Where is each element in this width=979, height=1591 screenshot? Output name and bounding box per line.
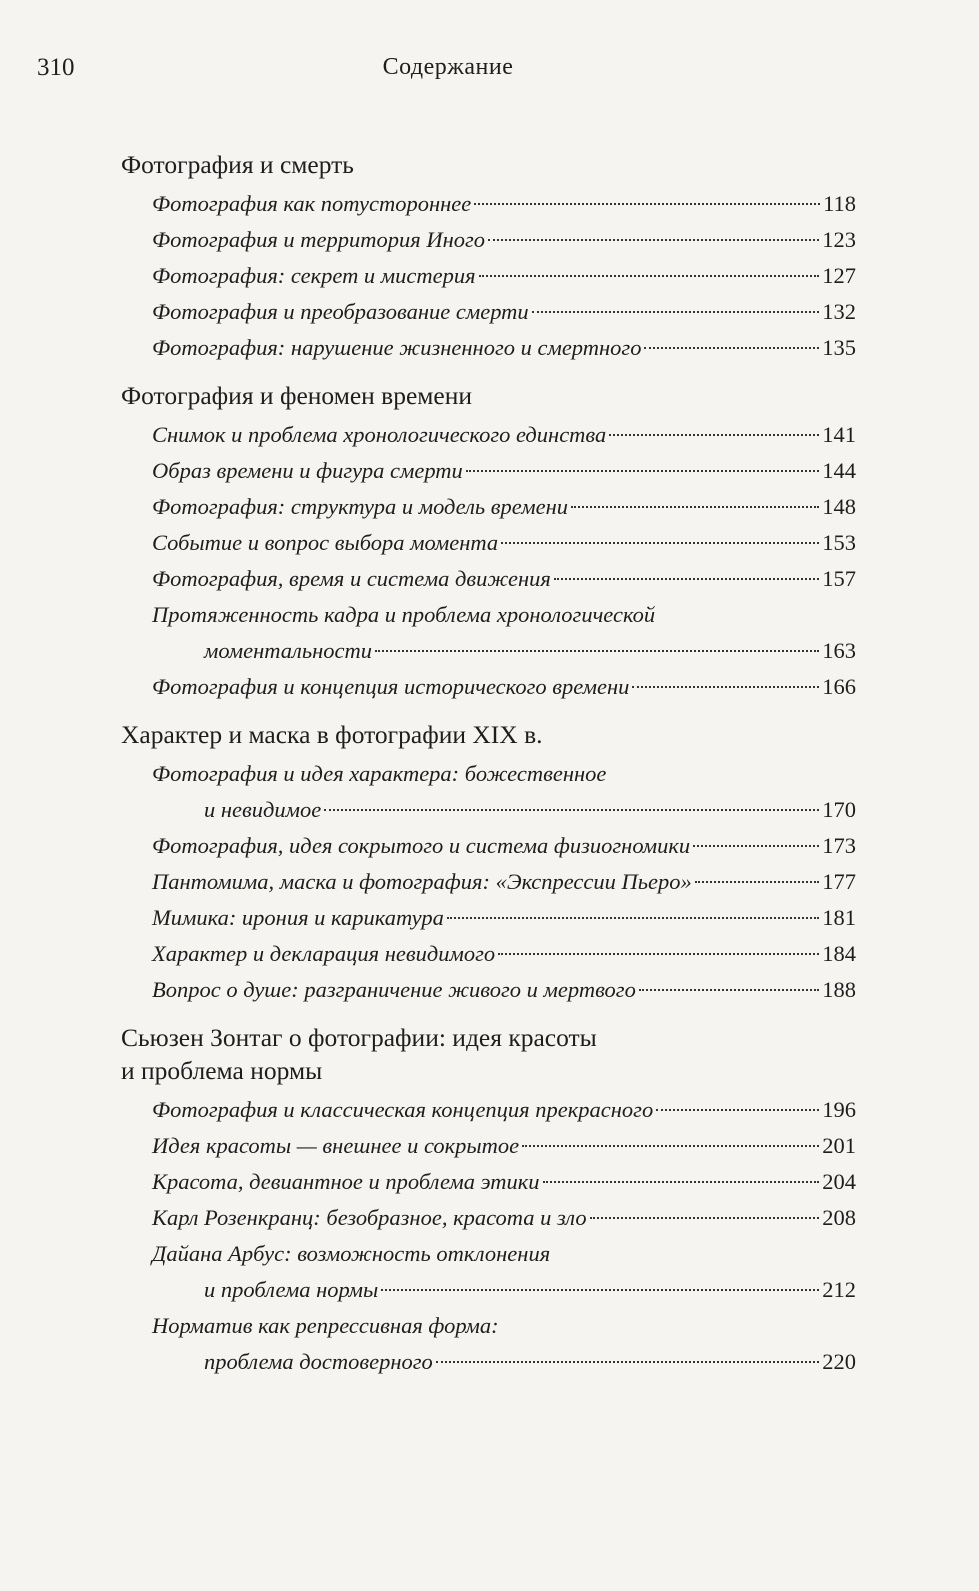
- entry-page-number: 173: [822, 833, 856, 858]
- dot-leader: [695, 881, 820, 883]
- toc-entry[interactable]: [152, 864, 856, 900]
- dot-leader: [656, 1109, 819, 1111]
- entry-title: Фотография и классическая концепция прекрасного: [152, 1097, 654, 1122]
- toc-entry[interactable]: [152, 1308, 856, 1380]
- running-header: [37, 54, 859, 86]
- section-title: [121, 718, 856, 751]
- entry-page-number: 220: [822, 1349, 856, 1374]
- toc-entry[interactable]: [152, 222, 856, 258]
- entry-title: Фотография: структура и модель времени: [152, 494, 568, 519]
- dot-leader: [609, 434, 819, 436]
- entry-title: Событие и вопрос выбора момента: [152, 530, 499, 555]
- toc-entry[interactable]: [152, 525, 856, 561]
- toc-entry[interactable]: [152, 1092, 856, 1128]
- entry-title: Фотография: нарушение жизненного и смертного: [152, 335, 642, 360]
- toc-entry[interactable]: [152, 417, 856, 453]
- entry-title: и проблема нормы: [204, 1277, 379, 1302]
- dot-leader: [466, 470, 819, 472]
- entry-page-number: 141: [822, 422, 856, 447]
- toc-entry[interactable]: [152, 330, 856, 366]
- toc-section: [121, 379, 856, 705]
- entry-page-number: 127: [822, 263, 856, 288]
- toc-entry[interactable]: [152, 972, 856, 1008]
- entry-title: Карл Розенкранц: безобразное, красота и зло: [152, 1205, 587, 1230]
- entry-page-number: 184: [822, 941, 856, 966]
- dot-leader: [479, 275, 820, 277]
- toc-entry[interactable]: [152, 489, 856, 525]
- running-title: Содержание: [382, 54, 514, 80]
- section-title-line: Фотография и феномен времени: [121, 381, 473, 410]
- dot-leader: [375, 650, 819, 652]
- toc-entry[interactable]: [152, 597, 856, 669]
- dot-leader: [474, 203, 820, 205]
- entry-title: Фотография и концепция исторического времени: [152, 674, 630, 699]
- toc-entry[interactable]: [152, 828, 856, 864]
- dot-leader: [571, 506, 819, 508]
- toc-section: [121, 148, 856, 366]
- entry-page-number: 208: [822, 1205, 856, 1230]
- entry-title: Фотография как потустороннее: [152, 191, 472, 216]
- toc-section: [121, 1021, 856, 1380]
- entry-title: моментальности: [204, 638, 372, 663]
- entry-page-number: 177: [822, 869, 856, 894]
- entry-page-number: 157: [822, 566, 856, 591]
- toc-entry[interactable]: [152, 900, 856, 936]
- toc-entry[interactable]: [152, 561, 856, 597]
- entry-page-number: 123: [822, 227, 856, 252]
- toc-entry[interactable]: [152, 1200, 856, 1236]
- dot-leader: [501, 542, 819, 544]
- entry-title: Пантомима, маска и фотография: «Экспрессии Пьеро»: [152, 869, 692, 894]
- toc-section: [121, 718, 856, 1008]
- dot-leader: [381, 1289, 819, 1291]
- toc-entry[interactable]: [152, 1164, 856, 1200]
- toc-entry[interactable]: [152, 186, 856, 222]
- entry-title: Норматив как репрессивная форма:: [152, 1313, 499, 1338]
- toc-entry[interactable]: [152, 669, 856, 705]
- dot-leader: [532, 311, 820, 313]
- toc-entry[interactable]: [152, 258, 856, 294]
- dot-leader: [324, 809, 819, 811]
- toc-entry[interactable]: [152, 453, 856, 489]
- entry-page-number: 148: [822, 494, 856, 519]
- section-title: [121, 1021, 856, 1087]
- entry-title: Образ времени и фигура смерти: [152, 458, 463, 483]
- dot-leader: [447, 917, 819, 919]
- entry-title: Мимика: ирония и карикатура: [152, 905, 444, 930]
- dot-leader: [554, 578, 819, 580]
- dot-leader: [498, 953, 819, 955]
- entry-page-number: 201: [822, 1133, 856, 1158]
- toc-entry[interactable]: [152, 294, 856, 330]
- entry-page-number: 118: [823, 191, 856, 216]
- toc-entry[interactable]: [152, 756, 856, 828]
- dot-leader: [436, 1361, 819, 1363]
- toc-entry[interactable]: [152, 936, 856, 972]
- dot-leader: [543, 1181, 820, 1183]
- entry-page-number: 166: [822, 674, 856, 699]
- entry-title: Протяженность кадра и проблема хронологической: [152, 602, 656, 627]
- entry-page-number: 170: [822, 797, 856, 822]
- entry-title: Вопрос о душе: разграничение живого и мертвого: [152, 977, 636, 1002]
- toc-entry[interactable]: [152, 1128, 856, 1164]
- section-title: [121, 148, 856, 181]
- entry-title: Фотография, время и система движения: [152, 566, 551, 591]
- dot-leader: [693, 845, 819, 847]
- entry-title: проблема достоверного: [204, 1349, 433, 1374]
- dot-leader: [644, 347, 819, 349]
- table-of-contents: [121, 148, 856, 1393]
- entry-title: Фотография, идея сокрытого и система физиогномики: [152, 833, 691, 858]
- entry-title: Снимок и проблема хронологического единства: [152, 422, 607, 447]
- section-title-line: и проблема нормы: [121, 1056, 323, 1085]
- dot-leader: [632, 686, 819, 688]
- section-title: [121, 379, 856, 412]
- entry-title: Дайана Арбус: возможность отклонения: [152, 1241, 551, 1266]
- dot-leader: [590, 1217, 820, 1219]
- section-title-line: Сьюзен Зонтаг о фотографии: идея красоты: [121, 1023, 597, 1052]
- section-title-line: Характер и маска в фотографии XIX в.: [121, 720, 543, 749]
- entry-page-number: 153: [822, 530, 856, 555]
- entry-page-number: 132: [822, 299, 856, 324]
- entry-page-number: 188: [822, 977, 856, 1002]
- toc-entry[interactable]: [152, 1236, 856, 1308]
- entry-page-number: 204: [822, 1169, 856, 1194]
- entry-title: Фотография и преобразование смерти: [152, 299, 529, 324]
- entry-page-number: 163: [822, 638, 856, 663]
- entry-title: Фотография и территория Иного: [152, 227, 486, 252]
- entry-page-number: 196: [822, 1097, 856, 1122]
- section-title-line: Фотография и смерть: [121, 150, 354, 179]
- entry-title: и невидимое: [204, 797, 322, 822]
- entry-page-number: 181: [822, 905, 856, 930]
- entry-title: Фотография и идея характера: божественное: [152, 761, 607, 786]
- entry-title: Фотография: секрет и мистерия: [152, 263, 476, 288]
- dot-leader: [522, 1145, 819, 1147]
- entry-page-number: 144: [822, 458, 856, 483]
- dot-leader: [488, 239, 819, 241]
- entry-title: Идея красоты — внешнее и сокрытое: [152, 1133, 520, 1158]
- entry-title: Характер и декларация невидимого: [152, 941, 496, 966]
- entry-page-number: 212: [822, 1277, 856, 1302]
- dot-leader: [639, 989, 819, 991]
- entry-page-number: 135: [822, 335, 856, 360]
- entry-title: Красота, девиантное и проблема этики: [152, 1169, 540, 1194]
- page-number: 310: [37, 54, 75, 81]
